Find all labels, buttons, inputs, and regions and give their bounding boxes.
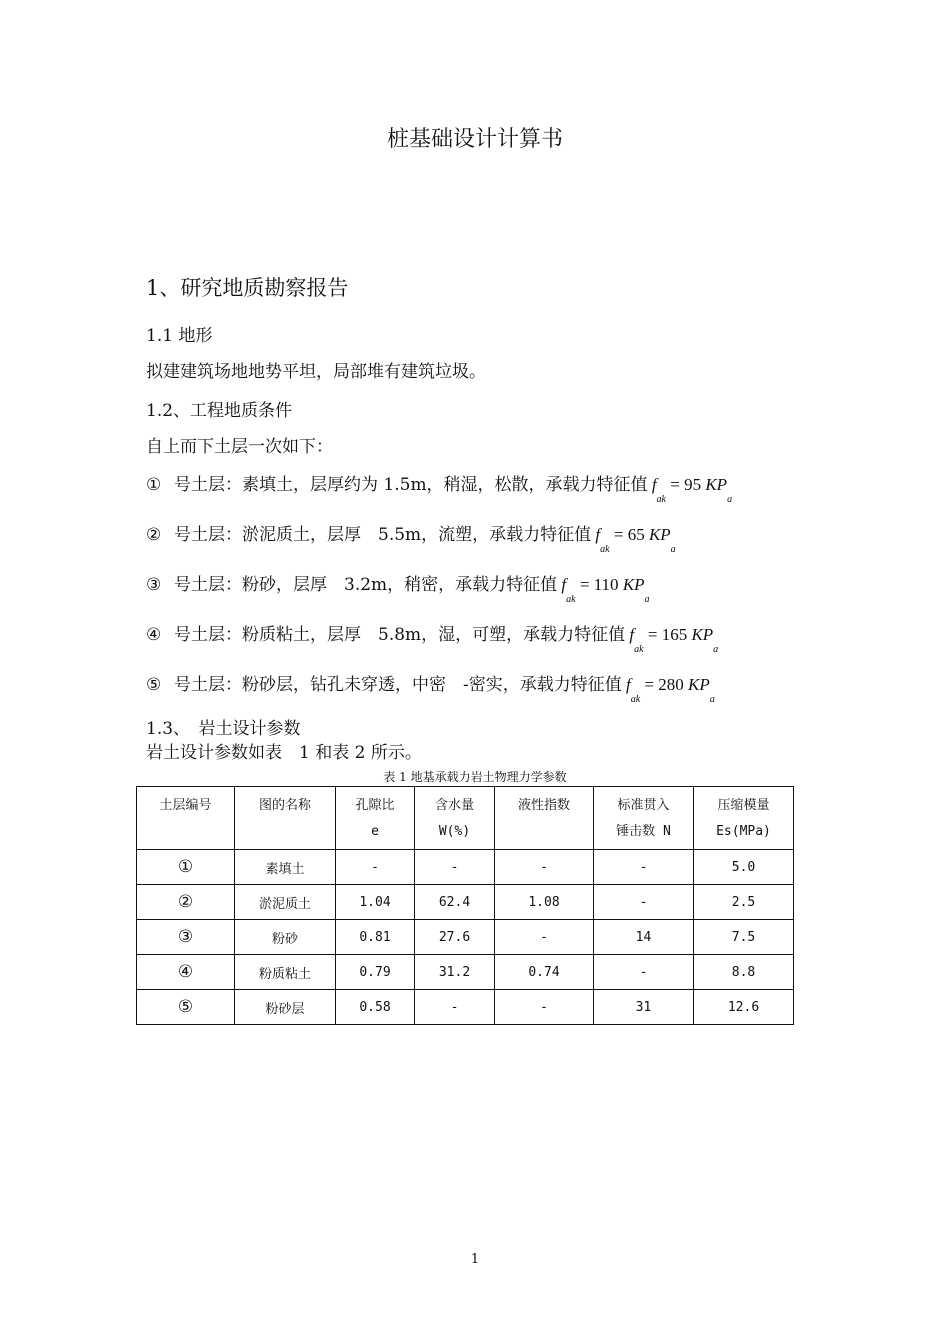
- formula-f: f: [651, 475, 657, 494]
- soil-layer-2: [146, 520, 676, 555]
- table-cell: ③: [137, 920, 235, 955]
- params-paragraph: 岩土设计参数如表 1 和表 2 所示。: [146, 743, 422, 763]
- layer-number: ④: [146, 625, 162, 645]
- header-line-2: W(%): [438, 824, 471, 839]
- bearing-capacity-value: 65: [627, 525, 645, 544]
- formula-unit: KP: [691, 625, 714, 644]
- table-cell: ②: [137, 885, 235, 920]
- formula-sub-a: a: [709, 694, 715, 705]
- bearing-capacity-formula: [648, 475, 733, 505]
- formula-sub-a: a: [727, 494, 733, 505]
- table-cell: 淤泥质土: [235, 885, 336, 920]
- table-cell: 5.0: [694, 850, 794, 885]
- table-row: [137, 955, 794, 990]
- subsection-heading-1-1: 1.1 地形: [146, 326, 213, 346]
- table-caption: 表 1 地基承载力岩土物理力学参数: [383, 770, 567, 784]
- header-line-1: 含水量: [434, 798, 474, 813]
- formula-equals: =: [647, 625, 658, 644]
- formula-equals: =: [613, 525, 624, 544]
- table-cell: 31: [594, 990, 694, 1025]
- bearing-capacity-formula: [622, 675, 715, 705]
- table-cell: 2.5: [694, 885, 794, 920]
- soil-intro-paragraph: 自上而下土层一次如下：: [146, 437, 333, 457]
- bearing-capacity-value: 280: [658, 675, 684, 694]
- bearing-capacity-formula: [625, 625, 719, 655]
- table-cell: ④: [137, 955, 235, 990]
- formula-f: f: [626, 675, 631, 694]
- subsection-heading-1-3: 1.3、 岩土设计参数: [146, 719, 301, 739]
- formula-unit: KP: [648, 525, 671, 544]
- formula-unit: KP: [705, 475, 728, 494]
- header-line-1: 液性指数: [517, 798, 570, 813]
- header-line-2: e: [371, 824, 379, 839]
- header-line-1: 压缩模量: [717, 798, 770, 813]
- formula-sub-ak: ak: [634, 644, 644, 655]
- table-header-cell: [694, 787, 794, 850]
- bearing-capacity-value: 165: [661, 625, 688, 644]
- formula-f: f: [629, 625, 635, 644]
- formula-f: f: [595, 525, 601, 544]
- header-line-2: Es(MPa): [716, 824, 771, 839]
- table-cell: -: [495, 850, 594, 885]
- table-body: [137, 850, 794, 1025]
- terrain-paragraph: 拟建建筑场地地势平坦，局部堆有建筑垃圾。: [146, 362, 486, 382]
- header-line-1: 孔隙比: [355, 798, 395, 813]
- layer-description: 号土层：粉砂，层厚 3.2m，稍密，承载力特征值: [174, 575, 558, 595]
- layer-number: ①: [146, 475, 162, 495]
- table-cell: 粉砂层: [235, 990, 336, 1025]
- layer-number: ③: [146, 575, 162, 595]
- formula-f: f: [561, 575, 567, 594]
- soil-layer-1: [146, 470, 733, 505]
- table-cell: -: [594, 850, 694, 885]
- formula-sub-a: a: [644, 594, 650, 605]
- page-number: 1: [470, 1252, 480, 1267]
- table-header-cell: [137, 787, 235, 850]
- table-cell: 27.6: [415, 920, 495, 955]
- layer-number: ②: [146, 525, 162, 545]
- header-line-1: 土层编号: [159, 798, 212, 813]
- table-row: [137, 850, 794, 885]
- soil-layer-3: [146, 570, 650, 605]
- table-row: [137, 920, 794, 955]
- table-cell: -: [415, 850, 495, 885]
- table-header-cell: [495, 787, 594, 850]
- table-cell: 14: [594, 920, 694, 955]
- soil-layer-5: [146, 670, 715, 705]
- table-header-cell: [336, 787, 415, 850]
- header-line-1: 图的名称: [258, 798, 311, 813]
- formula-equals: =: [579, 575, 590, 594]
- table-cell: 0.58: [336, 990, 415, 1025]
- table-cell: 0.79: [336, 955, 415, 990]
- table-cell: 粉砂: [235, 920, 336, 955]
- layer-number: ⑤: [146, 675, 162, 695]
- bearing-capacity-value: 95: [684, 475, 702, 494]
- table-cell: 1.08: [495, 885, 594, 920]
- soil-layer-4: [146, 620, 719, 655]
- table-cell: 0.81: [336, 920, 415, 955]
- table-cell: 8.8: [694, 955, 794, 990]
- table-header-cell: [235, 787, 336, 850]
- bearing-capacity-value: 110: [593, 575, 619, 594]
- bearing-capacity-formula: [591, 525, 676, 555]
- table-row: [137, 885, 794, 920]
- layer-description: 号土层：粉质粘土，层厚 5.8m，湿，可塑，承载力特征值: [174, 625, 626, 645]
- table-header-row: [137, 787, 794, 850]
- header-line-2: 锤击数 N: [616, 824, 671, 839]
- table-header-cell: [415, 787, 495, 850]
- table-cell: 62.4: [415, 885, 495, 920]
- layer-description: 号土层：淤泥质土，层厚 5.5m，流塑，承载力特征值: [174, 525, 592, 545]
- formula-sub-a: a: [670, 544, 676, 555]
- formula-unit: KP: [622, 575, 645, 594]
- table-cell: -: [495, 920, 594, 955]
- table-header-cell: [594, 787, 694, 850]
- table-cell: 素填土: [235, 850, 336, 885]
- table-cell: ⑤: [137, 990, 235, 1025]
- table-cell: 粉质粘土: [235, 955, 336, 990]
- soil-parameters-table: [136, 786, 794, 1025]
- section-heading-1: 1、研究地质勘察报告: [146, 276, 349, 300]
- table-row: [137, 990, 794, 1025]
- formula-sub-ak: ak: [566, 594, 576, 605]
- document-title: 桩基础设计计算书: [386, 127, 563, 152]
- bearing-capacity-formula: [557, 575, 650, 605]
- subsection-heading-1-2: 1.2、工程地质条件: [146, 401, 293, 421]
- formula-sub-a: a: [713, 644, 719, 655]
- table-cell: -: [594, 885, 694, 920]
- table-cell: -: [594, 955, 694, 990]
- table-cell: ①: [137, 850, 235, 885]
- table-cell: 7.5: [694, 920, 794, 955]
- formula-equals: =: [670, 475, 680, 494]
- table-cell: 31.2: [415, 955, 495, 990]
- table-cell: -: [415, 990, 495, 1025]
- layer-description: 号土层：粉砂层，钻孔未穿透，中密 -密实，承载力特征值: [174, 675, 622, 695]
- header-line-1: 标准贯入: [617, 798, 670, 813]
- formula-equals: =: [644, 675, 655, 694]
- table-cell: -: [495, 990, 594, 1025]
- formula-sub-ak: ak: [656, 494, 666, 505]
- table-cell: -: [336, 850, 415, 885]
- layer-description: 号土层：素填土，层厚约为 1.5m，稍湿，松散，承载力特征值: [174, 475, 648, 495]
- table-cell: 12.6: [694, 990, 794, 1025]
- formula-unit: KP: [688, 675, 710, 694]
- formula-sub-ak: ak: [630, 694, 641, 705]
- formula-sub-ak: ak: [600, 544, 610, 555]
- table-cell: 1.04: [336, 885, 415, 920]
- table-cell: 0.74: [495, 955, 594, 990]
